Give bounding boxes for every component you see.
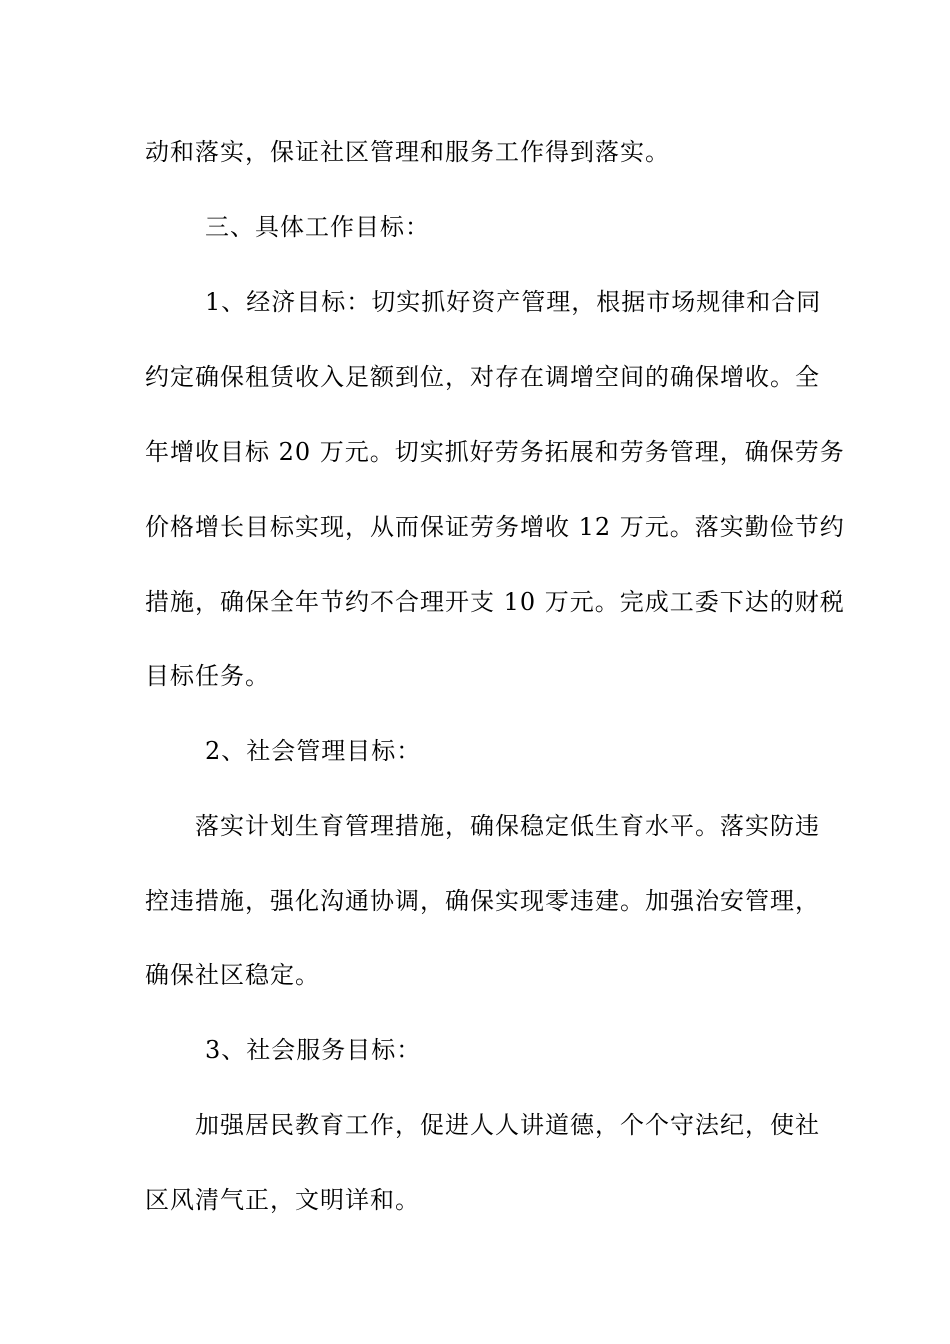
subsection-heading-economic: 1、经济目标：切实抓好资产管理，根据市场规律和合同 — [205, 288, 822, 316]
paragraph-line: 措施，确保全年节约不合理开支 10 万元。完成工委下达的财税 — [145, 588, 845, 616]
paragraph-line: 价格增长目标实现，从而保证劳务增收 12 万元。落实勤俭节约 — [145, 513, 845, 541]
paragraph-line: 区风清气正，文明详和。 — [145, 1186, 420, 1214]
subsection-heading-social-service: 3、社会服务目标： — [205, 1036, 422, 1064]
subsection-heading-social-management: 2、社会管理目标： — [205, 737, 422, 765]
paragraph-line: 年增收目标 20 万元。切实抓好劳务拓展和劳务管理，确保劳务 — [145, 438, 845, 466]
paragraph-line: 目标任务。 — [145, 662, 270, 690]
paragraph-line: 落实计划生育管理措施，确保稳定低生育水平。落实防违 — [195, 812, 820, 840]
paragraph-line: 加强居民教育工作，促进人人讲道德，个个守法纪，使社 — [195, 1111, 820, 1139]
paragraph-line: 确保社区稳定。 — [145, 961, 320, 989]
paragraph-line: 控违措施，强化沟通协调，确保实现零违建。加强治安管理， — [145, 887, 820, 915]
paragraph-line: 约定确保租赁收入足额到位，对存在调增空间的确保增收。全 — [145, 363, 820, 391]
section-heading: 三、具体工作目标： — [205, 213, 430, 241]
paragraph-line: 动和落实，保证社区管理和服务工作得到落实。 — [145, 138, 670, 166]
